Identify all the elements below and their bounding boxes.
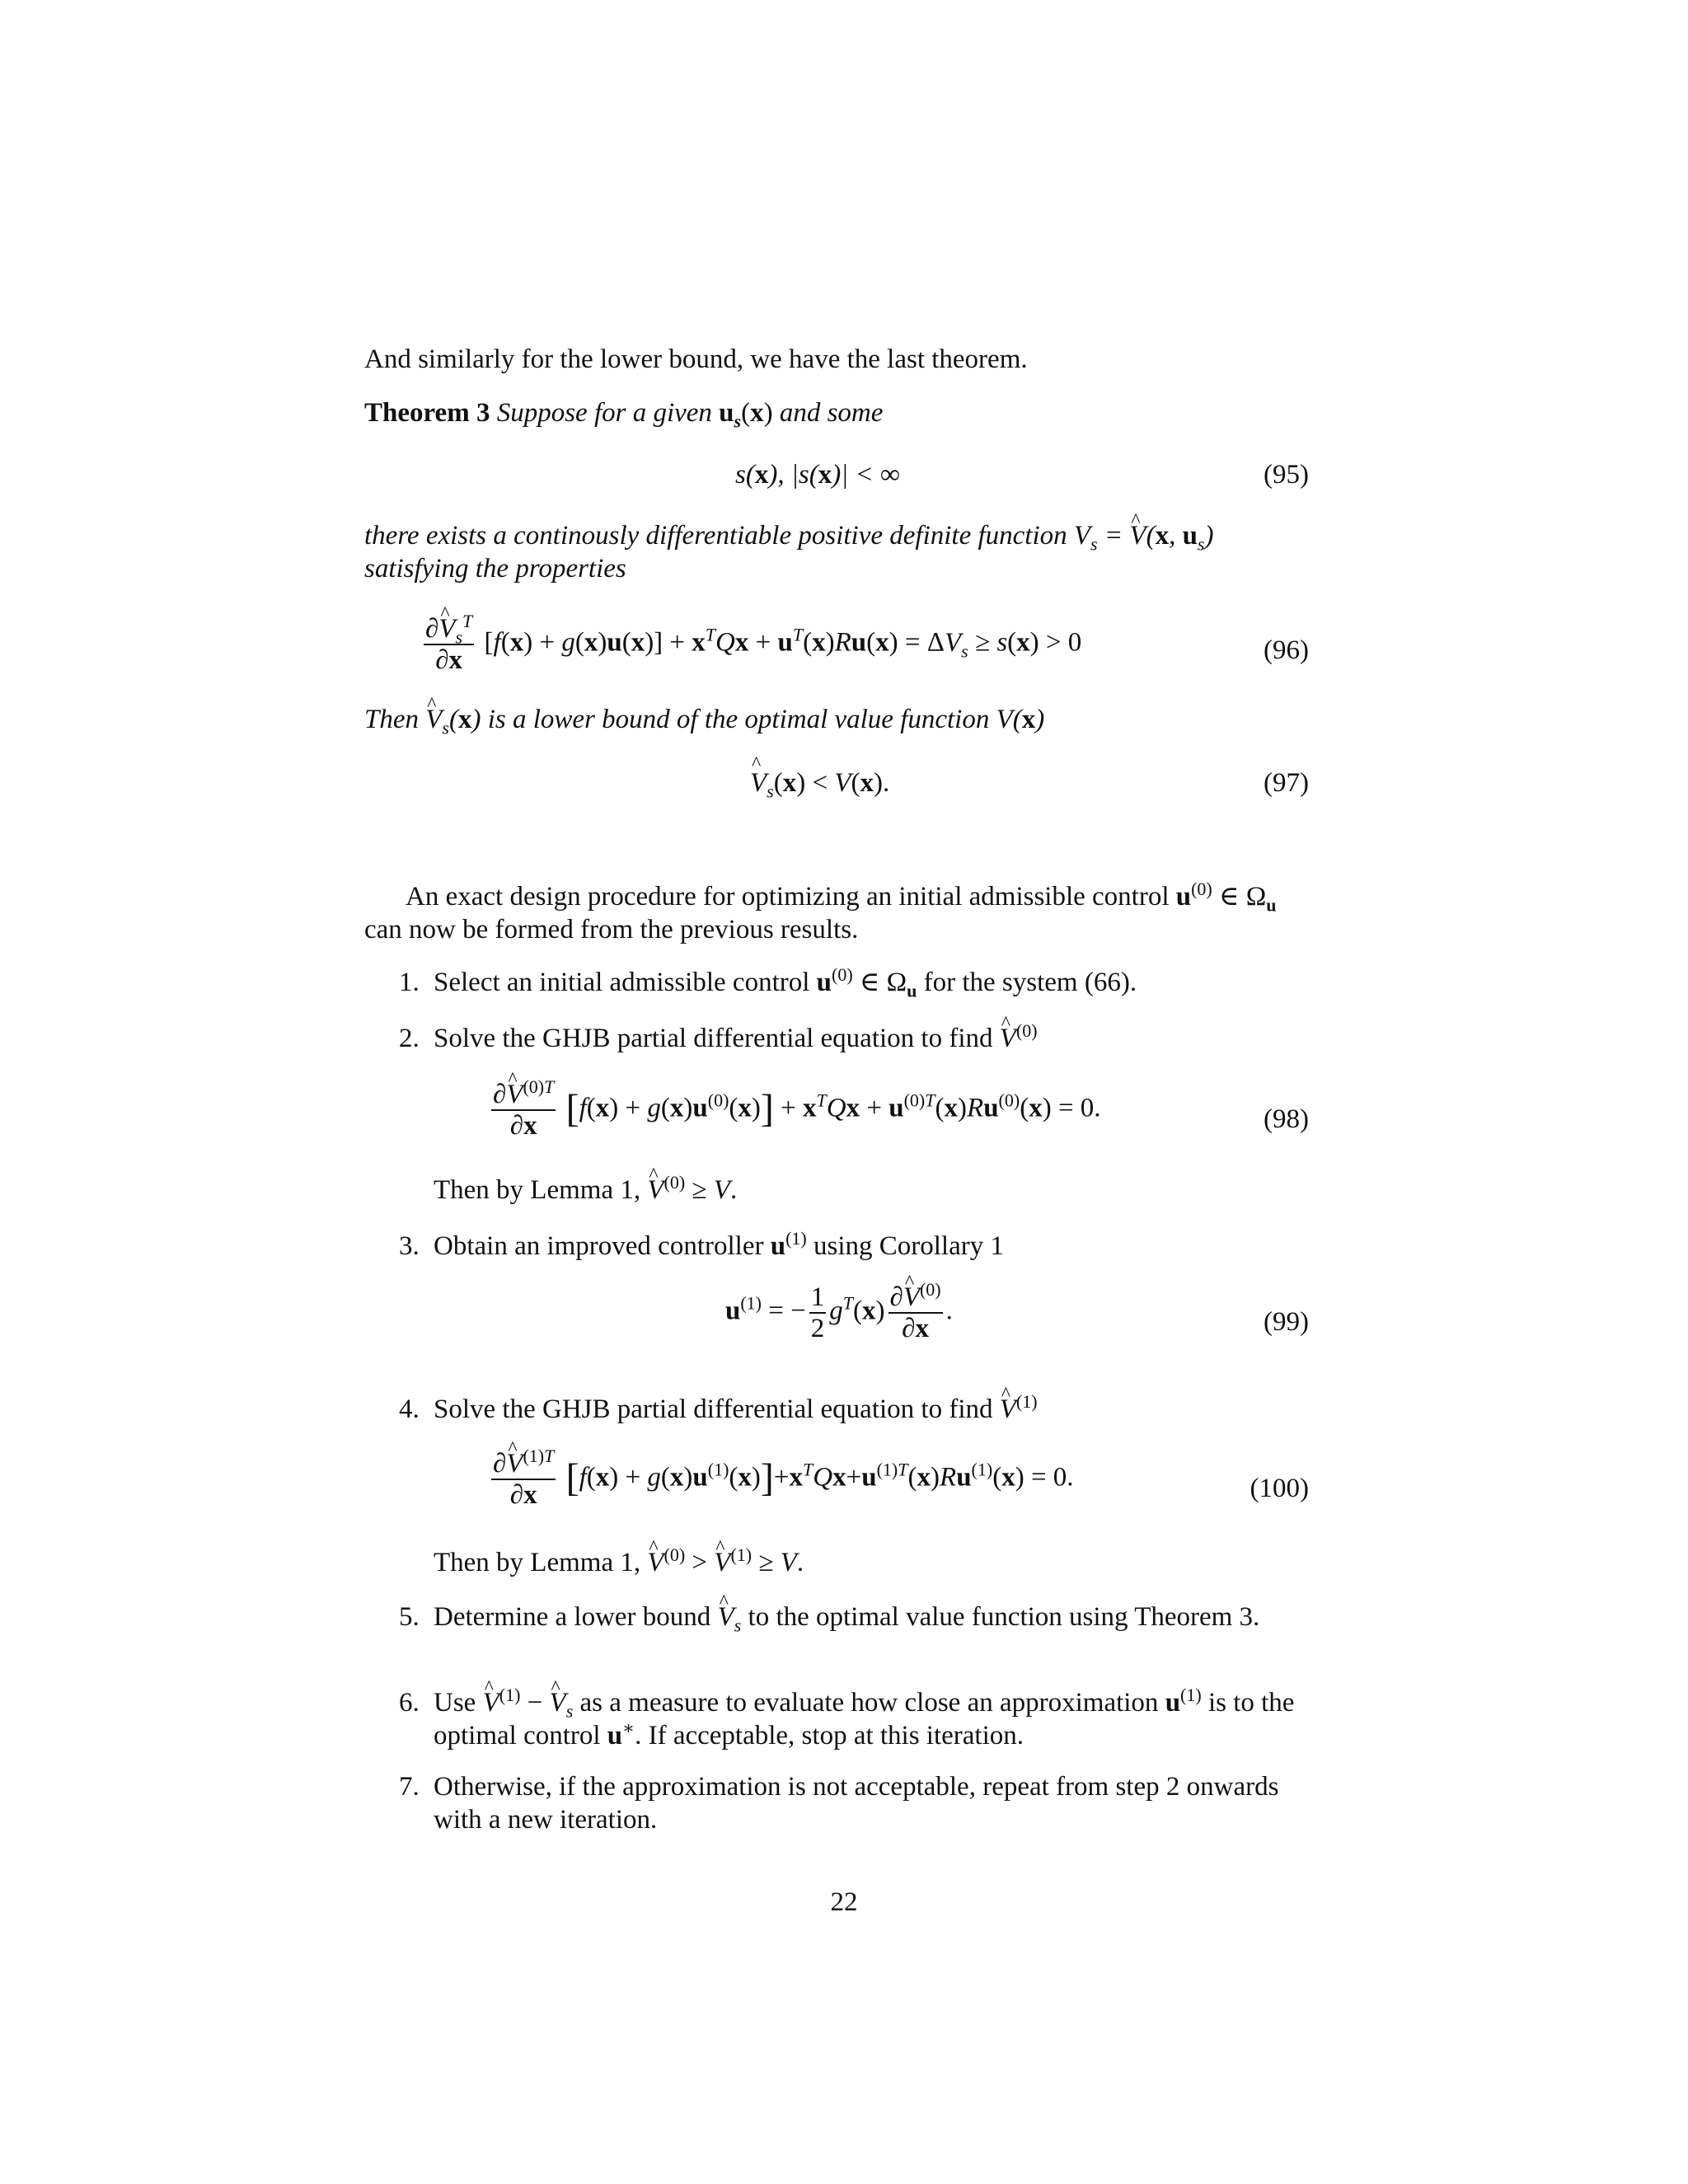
step-2-then: Then by Lemma 1, ^ $V^{(0)} \ge V$.: [434, 1174, 1309, 1207]
step-4: 4. Solve the GHJB partial differential equation to find ^ $V^{(1)}$: [434, 1393, 1309, 1426]
math-us-x: $u_s$: [719, 398, 742, 432]
equation-100-number: (100): [1250, 1474, 1309, 1503]
step-1-text-b: for the system (66).: [923, 968, 1137, 997]
step-4-then: Then by Lemma 1, ^ $V^{(0)}$ > ^ $V^{(1)} \ge V$.: [434, 1546, 1309, 1579]
equation-95-body: s(x), |s(x)| < ∞: [735, 460, 900, 490]
equation-100: [364, 1446, 1309, 1528]
step-2: 2. Solve the GHJB partial differential equation to find ^ $V^{(0)}$: [434, 1022, 1309, 1055]
equation-98: [364, 1076, 1309, 1159]
step-6-text-b: as a measure to evaluate how close an approximation: [579, 1688, 1159, 1718]
theorem-conclusion: Then ^ $V_s(x)$ is a lower bound of the optimal value function V(x): [364, 703, 1309, 736]
theorem-exists-text: there exists a continously differentiable positive definite function: [364, 521, 1067, 551]
procedure-intro-a: An exact design procedure for optimizing an initial admissible control: [406, 882, 1170, 912]
intro-paragraph: And similarly for the lower bound, we have the last theorem.: [364, 344, 1028, 374]
equation-99-number: (99): [1264, 1307, 1309, 1337]
step-5: 5. Determine a lower bound ^ $V_s$ to the optimal value function using Theorem 3.: [434, 1601, 1309, 1633]
step-6-number: 6.: [399, 1688, 420, 1718]
step-2-text: Solve the GHJB partial differential equation to find: [434, 1024, 993, 1053]
step-2-number: 2.: [399, 1024, 420, 1053]
theorem-statement-b: and some: [779, 398, 884, 428]
procedure-intro: An exact design procedure for optimizing an initial admissible control $u^{(0)}$ ∈ $\Omega_u$ can now be formed from the previous results.: [364, 879, 1277, 944]
step-6-text-c: is to the optimal control: [434, 1688, 1295, 1750]
step-3-text-b: using Corollary 1: [813, 1231, 1004, 1261]
step-3: 3. Obtain an improved controller $u^{(1)}$ using Corollary 1: [399, 1228, 1004, 1261]
equation-95: [364, 452, 1309, 501]
step-3-number: 3.: [399, 1231, 420, 1261]
step-5-text-a: Determine a lower bound: [434, 1602, 711, 1632]
equation-98-body: $\frac{\partial\^{} V^{(0)T}}{\partial x}$ $[f(x) + g(x)u^{(0)}(x)] + x^TQx + u^{(0)T}(x)Ru^{(0)}(x) = 0$.: [488, 1080, 1101, 1141]
equation-97-body: ^ $V_s(x) < V(x)$.: [750, 768, 889, 799]
theorem-label: Theorem 3: [364, 398, 490, 428]
equation-99-body: $u^{(1)}$ = − $\frac{1}{2}$ $g^T(x)$ $\frac{\partial\^{} V^{(0)}}{\partial x}$ .: [725, 1282, 953, 1343]
theorem-statement-a: Suppose for a given: [496, 398, 712, 428]
theorem-then-text: Then: [364, 705, 419, 734]
theorem-heading: Theorem 3 Suppose for a given $u_s(x)$ and some: [364, 398, 884, 432]
step-7-number: 7.: [399, 1772, 420, 1802]
step-1-text-a: Select an initial admissible control: [434, 968, 810, 997]
equation-96: [364, 611, 1309, 688]
equation-99: [364, 1279, 1309, 1361]
theorem-then-b-text: is a lower bound of the optimal value function: [487, 705, 990, 734]
equation-96-number: (96): [1264, 635, 1309, 665]
page-number: 22: [830, 1887, 858, 1917]
equation-97: [364, 760, 1309, 809]
equation-96-body: $\frac{\partial\^{} V_s^T}{\partial x}$ $[f(x) + g(x)u(x)] + x^TQx + u^T(x)Ru(x) = \Delta V_s \ge s(x) > 0$: [420, 614, 1081, 675]
step-6-text-d: . If acceptable, stop at this iteration.: [635, 1721, 1025, 1750]
step-5-text-b: to the optimal value function using Theorem 3.: [748, 1602, 1260, 1632]
step-4-text: Solve the GHJB partial differential equation to find: [434, 1394, 993, 1424]
step-4-then-text: Then by Lemma 1,: [434, 1548, 641, 1577]
step-6: 6. Use ^ $V^{(1)}$ − ^ $V_s$ as a measure to evaluate how close an approximation $u^{(1)}$ is to the optimal control u∗. If acceptable, stop at this iteration.: [434, 1686, 1309, 1752]
step-7: [399, 1770, 1309, 1836]
step-1: 1. Select an initial admissible control $u^{(0)}$ ∈ $\Omega_u$ for the system (66).: [399, 964, 1137, 1001]
step-4-number: 4.: [399, 1394, 420, 1424]
step-2-then-text: Then by Lemma 1,: [434, 1175, 641, 1205]
equation-100-body: $\frac{\partial\^{} V^{(1)T}}{\partial x}$ $[f(x) + g(x)u^{(1)}(x)]+x^TQx+u^{(1)T}(x)Ru^{(1)}(x) = 0$.: [488, 1449, 1074, 1510]
step-1-number: 1.: [399, 968, 420, 997]
procedure-intro-b: can now be formed from the previous results.: [364, 915, 859, 944]
step-7-text: Otherwise, if the approximation is not acceptable, repeat from step 2 onwards with a new iteration.: [434, 1772, 1279, 1835]
equation-95-number: (95): [1264, 460, 1309, 490]
step-5-number: 5.: [399, 1602, 420, 1632]
equation-98-number: (98): [1264, 1104, 1309, 1134]
step-6-text-a: Use: [434, 1688, 476, 1718]
equation-97-number: (97): [1264, 768, 1309, 798]
step-3-text-a: Obtain an improved controller: [434, 1231, 764, 1261]
theorem-satisfying-text: satisfying the properties: [364, 554, 626, 583]
theorem-exists-paragraph: there exists a continously differentiable positive definite function $V_s$ = ^ V(x, $u_s$) satisfying the properties: [364, 519, 1309, 585]
